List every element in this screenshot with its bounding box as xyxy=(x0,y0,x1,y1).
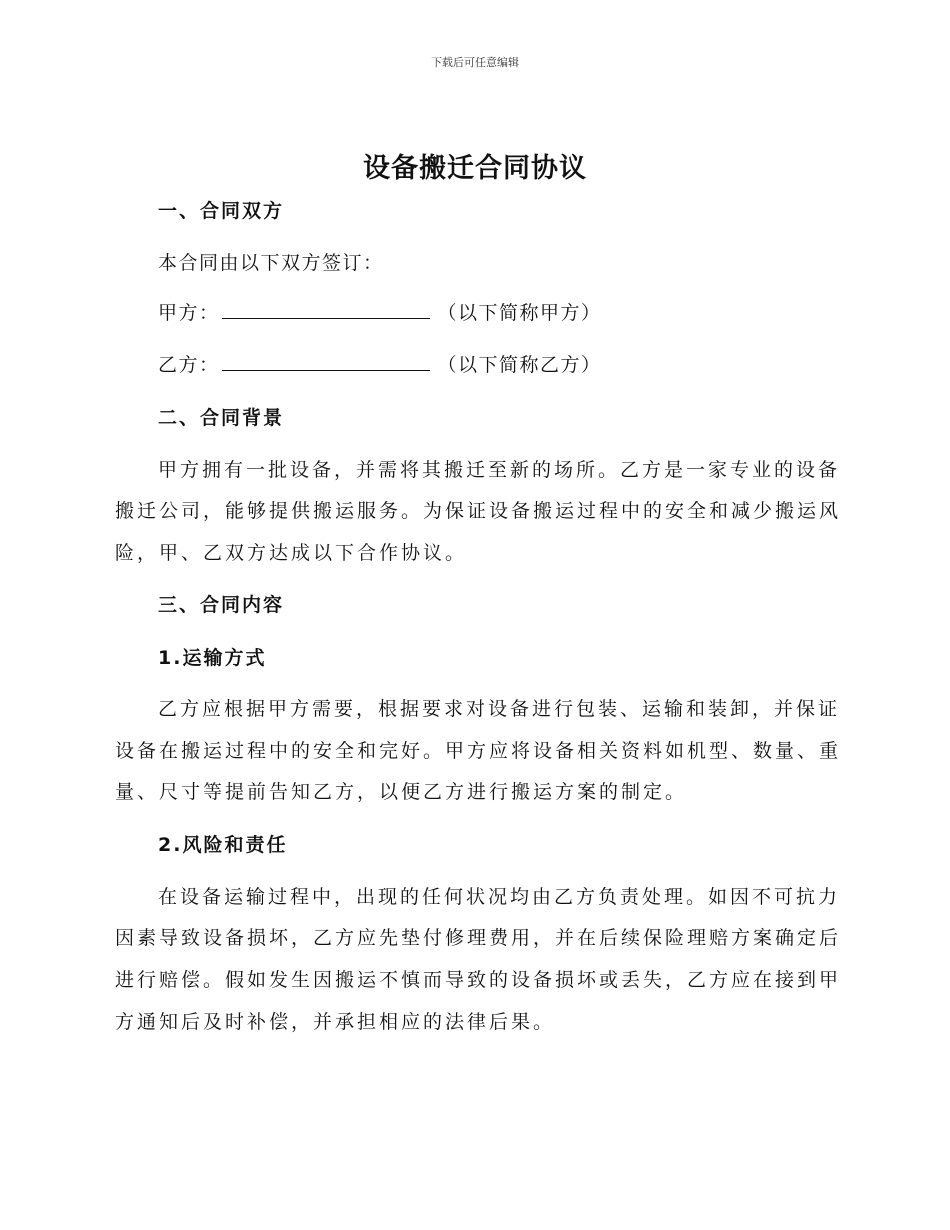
party-b-blank-field xyxy=(222,354,430,371)
document-title: 设备搬迁合同协议 xyxy=(363,153,587,184)
parties-intro: 本合同由以下双方签订： xyxy=(158,252,384,274)
party-a-label: 甲方： xyxy=(158,302,220,324)
party-a-note: （以下简称甲方） xyxy=(437,302,602,324)
header-note: 下载后可任意编辑 xyxy=(431,56,519,69)
section-heading-content: 三、合同内容 xyxy=(158,594,285,616)
risk-line: 因素导致设备损坏，乙方应先垫付修理费用，并在后续保险理赔方案确定后 xyxy=(115,927,842,949)
party-b-row xyxy=(158,350,878,377)
section-heading-background: 二、合同背景 xyxy=(158,407,285,429)
transport-line: 量、尺寸等提前告知乙方，以便乙方进行搬运方案的制定。 xyxy=(115,781,688,803)
section-heading-parties: 一、合同双方 xyxy=(158,200,285,222)
background-line: 险，甲、乙双方达成以下合作协议。 xyxy=(115,542,468,564)
background-line: 甲方拥有一批设备，并需将其搬迁至新的场所。乙方是一家专业的设备 xyxy=(158,459,841,481)
party-a-blank-field xyxy=(222,302,430,319)
background-line: 搬迁公司，能够提供搬运服务。为保证设备搬运过程中的安全和减少搬运风 xyxy=(115,500,842,522)
subsection-heading-transport: 1.运输方式 xyxy=(158,647,267,669)
transport-line: 设备在搬运过程中的安全和完好。甲方应将设备相关资料如机型、数量、重 xyxy=(115,740,842,762)
risk-line: 在设备运输过程中，出现的任何状况均由乙方负责处理。如因不可抗力 xyxy=(158,886,841,908)
risk-line: 方通知后及时补偿，并承担相应的法律后果。 xyxy=(115,1011,556,1033)
party-b-label: 乙方： xyxy=(158,354,220,376)
party-b-note: （以下简称乙方） xyxy=(437,354,602,376)
subsection-heading-risk: 2.风险和责任 xyxy=(158,834,288,856)
transport-line: 乙方应根据甲方需要，根据要求对设备进行包装、运输和装卸，并保证 xyxy=(158,698,841,720)
party-a-row xyxy=(158,298,878,325)
risk-line: 进行赔偿。假如发生因搬运不慎而导致的设备损坏或丢失，乙方应在接到甲 xyxy=(115,969,842,991)
